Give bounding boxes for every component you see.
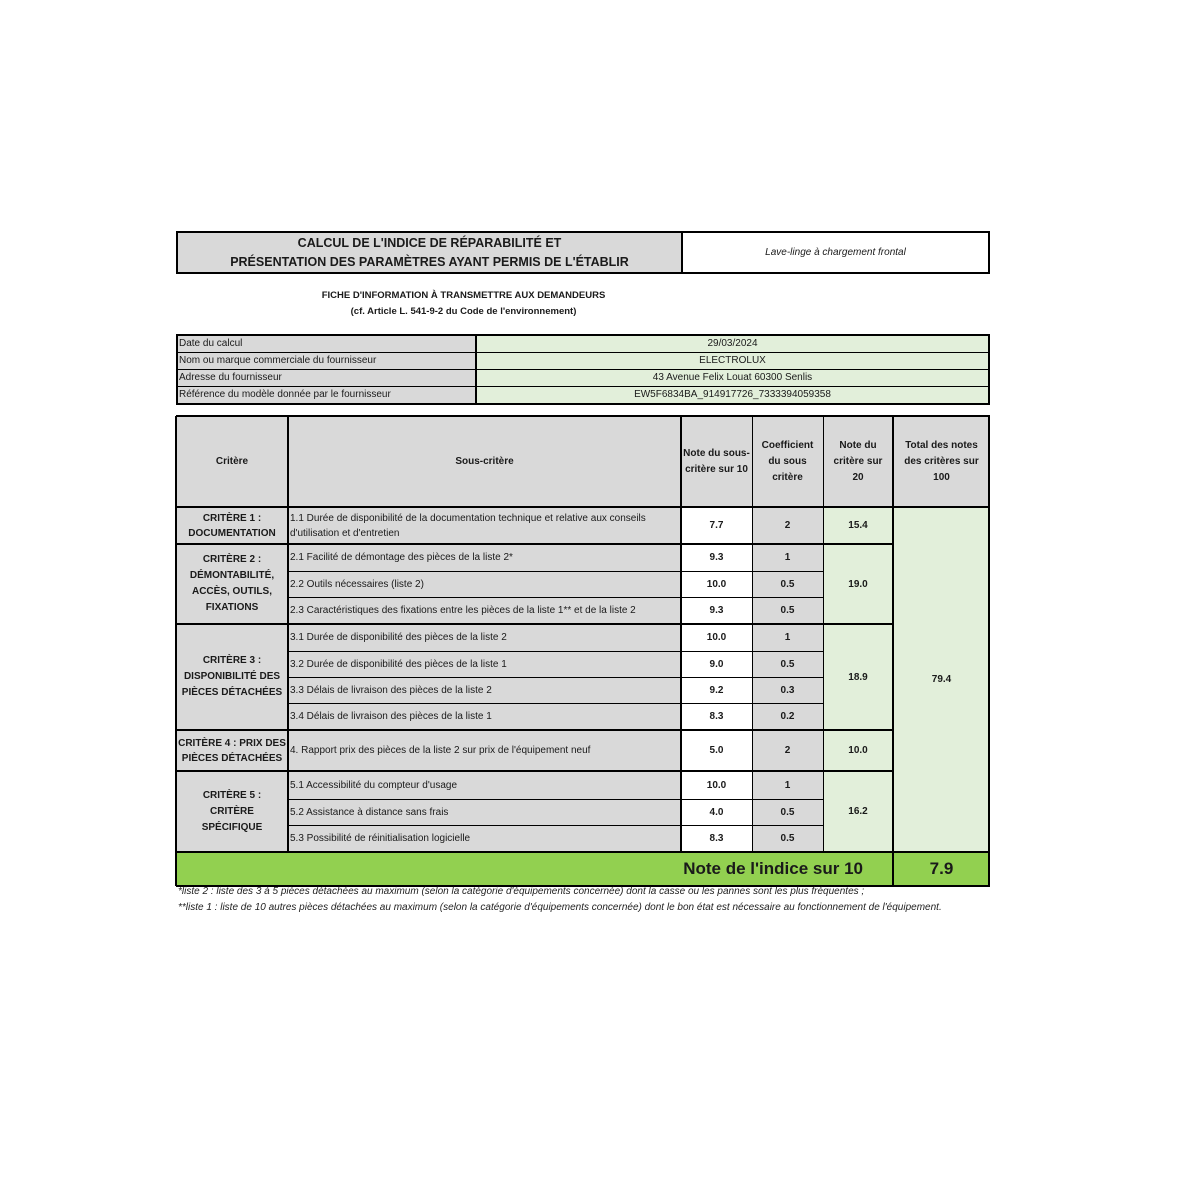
sous-critere-2-1: 2.1 Facilité de démontage des pièces de la liste 2*	[288, 544, 681, 571]
table-border-right	[988, 416, 990, 886]
info-row	[178, 336, 988, 352]
sous-critere-3-4: 3.4 Délais de livraison des pièces de la liste 1	[288, 703, 681, 730]
info-row	[178, 352, 988, 369]
row-divider	[288, 597, 823, 598]
note-sous-critere: 8.3	[681, 825, 752, 852]
product-type: Lave-linge à chargement frontal	[683, 231, 990, 274]
info-label: Adresse du fournisseur	[178, 370, 477, 386]
critere-divider	[176, 543, 893, 545]
col-divider	[752, 416, 753, 852]
header-coefficient: Coefficient du sous critère	[752, 416, 823, 507]
info-label: Date du calcul	[178, 336, 477, 352]
note-sous-critere: 10.0	[681, 624, 752, 651]
document-title	[176, 231, 683, 274]
row-divider	[288, 799, 823, 800]
sous-critere-4: 4. Rapport prix des pièces de la liste 2 sur prix de l'équipement neuf	[288, 730, 681, 771]
table-border-left	[175, 416, 177, 886]
note-sous-critere: 4.0	[681, 799, 752, 825]
header-note-sous-critere: Note du sous-critère sur 10	[681, 416, 752, 507]
row-divider	[288, 825, 823, 826]
critere-3-label: CRITÈRE 3 : DISPONIBILITÉ DES PIÈCES DÉTACHÉES	[176, 624, 288, 730]
info-value: ELECTROLUX	[477, 353, 988, 369]
critere-2-label: CRITÈRE 2 : DÉMONTABILITÉ, ACCÈS, OUTILS, FIXATIONS	[176, 544, 288, 624]
note-sous-critere: 9.2	[681, 677, 752, 703]
coefficient: 0.5	[752, 799, 823, 825]
coefficient: 0.5	[752, 651, 823, 677]
sous-critere-3-3: 3.3 Délais de livraison des pièces de la liste 2	[288, 677, 681, 703]
coefficient: 0.5	[752, 825, 823, 852]
subtitle	[176, 288, 751, 320]
info-row	[178, 386, 988, 403]
header-critere: Critère	[176, 416, 288, 507]
sous-critere-5-2: 5.2 Assistance à distance sans frais	[288, 799, 681, 825]
table-border-top	[176, 415, 990, 417]
info-value: 43 Avenue Felix Louat 60300 Senlis	[477, 370, 988, 386]
row-divider	[288, 677, 823, 678]
info-value: 29/03/2024	[477, 336, 988, 352]
row-divider	[288, 651, 823, 652]
header-sous-critere: Sous-critère	[288, 416, 681, 507]
scoring-table	[176, 416, 990, 886]
note-critere-5: 16.2	[823, 771, 893, 852]
total-sur-100: 79.4	[893, 507, 990, 852]
col-divider	[287, 416, 289, 852]
critere-4-label: CRITÈRE 4 : PRIX DES PIÈCES DÉTACHÉES	[176, 730, 288, 771]
info-value: EW5F6834BA_914917726_7333394059358	[477, 387, 988, 403]
info-row	[178, 369, 988, 386]
note-sous-critere: 10.0	[681, 571, 752, 597]
note-critere-2: 19.0	[823, 544, 893, 624]
coefficient: 0.5	[752, 571, 823, 597]
sous-critere-2-2: 2.2 Outils nécessaires (liste 2)	[288, 571, 681, 597]
header-divider	[176, 506, 990, 508]
col-divider	[680, 416, 682, 852]
critere-divider	[176, 729, 893, 731]
sous-critere-3-2: 3.2 Durée de disponibilité des pièces de la liste 1	[288, 651, 681, 677]
note-sous-critere: 8.3	[681, 703, 752, 730]
coefficient: 0.2	[752, 703, 823, 730]
col-divider	[823, 416, 824, 852]
supplier-info-table	[176, 334, 990, 405]
final-score-label: Note de l'indice sur 10	[176, 852, 893, 886]
title-line-1: CALCUL DE L'INDICE DE RÉPARABILITÉ ET	[297, 235, 562, 250]
col-divider	[892, 416, 894, 886]
subtitle-line-1: FICHE D'INFORMATION À TRANSMETTRE AUX DEMANDEURS	[321, 290, 606, 301]
note-critere-1: 15.4	[823, 507, 893, 544]
coefficient: 1	[752, 624, 823, 651]
note-critere-4: 10.0	[823, 730, 893, 771]
critere-5-label: CRITÈRE 5 : CRITÈRE SPÉCIFIQUE	[176, 771, 288, 852]
row-divider	[288, 703, 823, 704]
coefficient: 2	[752, 730, 823, 771]
header-total: Total des notes des critères sur 100	[893, 416, 990, 507]
coefficient: 0.3	[752, 677, 823, 703]
footnotes	[178, 884, 978, 916]
coefficient: 1	[752, 771, 823, 799]
note-sous-critere: 9.0	[681, 651, 752, 677]
final-divider	[176, 851, 990, 853]
coefficient: 2	[752, 507, 823, 544]
sous-critere-5-1: 5.1 Accessibilité du compteur d'usage	[288, 771, 681, 799]
critere-divider	[176, 623, 893, 625]
coefficient: 1	[752, 544, 823, 571]
sous-critere-2-3: 2.3 Caractéristiques des fixations entre les pièces de la liste 1** et de la liste 2	[288, 597, 681, 624]
footnote-1: *liste 2 : liste des 3 à 5 pièces détachées au maximum (selon la catégorie d'équipements concernée) dont la casse ou les pannes sont les plus fréquentes ;	[178, 886, 865, 897]
row-divider	[288, 571, 823, 572]
coefficient: 0.5	[752, 597, 823, 624]
header	[176, 231, 990, 274]
sous-critere-3-1: 3.1 Durée de disponibilité des pièces de la liste 2	[288, 624, 681, 651]
sous-critere-5-3: 5.3 Possibilité de réinitialisation logicielle	[288, 825, 681, 852]
subtitle-line-2: (cf. Article L. 541-9-2 du Code de l'environnement)	[350, 306, 577, 317]
sous-critere-1-1: 1.1 Durée de disponibilité de la documentation technique et relative aux conseils d'utilisation et d'entretien	[288, 507, 681, 544]
note-sous-critere: 10.0	[681, 771, 752, 799]
title-line-2: PRÉSENTATION DES PARAMÈTRES AYANT PERMIS DE L'ÉTABLIR	[230, 254, 629, 269]
final-score-value: 7.9	[893, 852, 990, 886]
info-label: Nom ou marque commerciale du fournisseur	[178, 353, 477, 369]
note-critere-3: 18.9	[823, 624, 893, 730]
header-note-critere: Note du critère sur 20	[823, 416, 893, 507]
critere-divider	[176, 770, 893, 772]
critere-1-label: CRITÈRE 1 : DOCUMENTATION	[176, 507, 288, 544]
note-sous-critere: 9.3	[681, 544, 752, 571]
footnote-2: **liste 1 : liste de 10 autres pièces détachées au maximum (selon la catégorie d'équipements concernée) dont le bon état est nécessaire au fonctionnement de l'équipement.	[178, 902, 942, 913]
info-label: Référence du modèle donnée par le fournisseur	[178, 387, 477, 403]
note-sous-critere: 9.3	[681, 597, 752, 624]
note-sous-critere: 7.7	[681, 507, 752, 544]
note-sous-critere: 5.0	[681, 730, 752, 771]
